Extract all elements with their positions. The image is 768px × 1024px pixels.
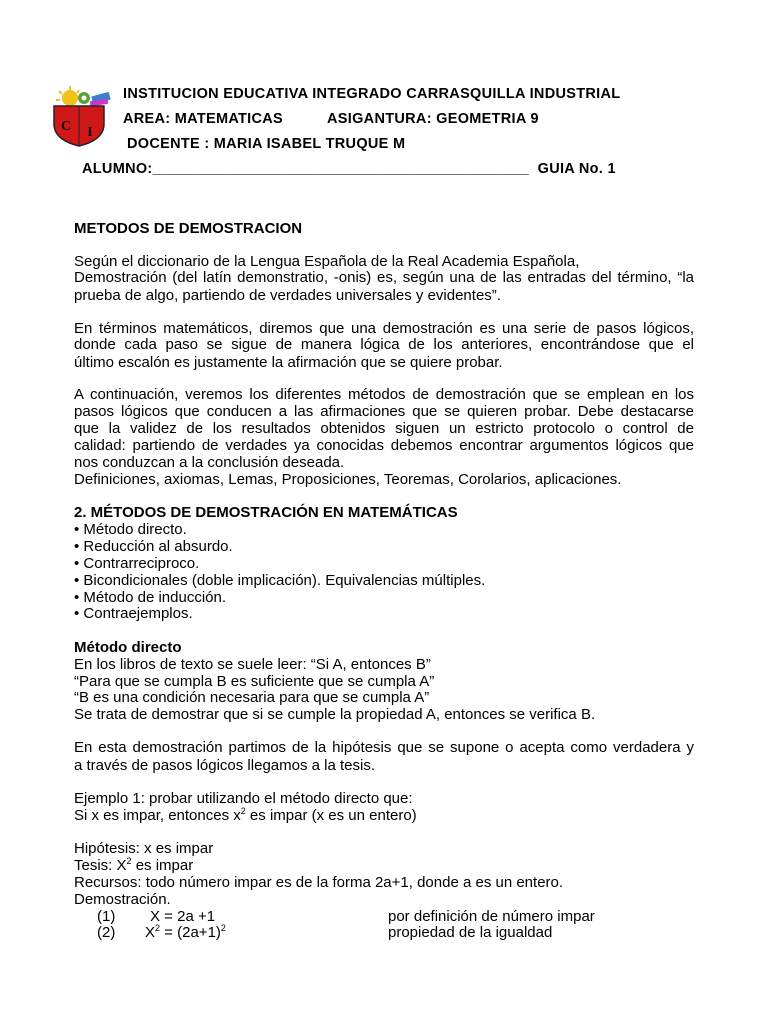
subject-label: ASIGANTURA: GEOMETRIA 9 [327, 111, 539, 127]
subsection-title-direct: Método directo [74, 639, 182, 656]
example-statement: Si x es impar, entonces $x^2$ es impar (x es un entero) [74, 806, 417, 824]
school-logo [50, 84, 114, 148]
paragraph-line: En los libros de texto se suele leer: “Si A, entonces B” [74, 656, 431, 673]
paragraph-line: Demostración (del latín demonstratio, -onis) es, según una de las entradas del término, “la [74, 269, 694, 286]
list-item: • Método directo. [74, 521, 187, 538]
area-label: AREA: MATEMATICAS [123, 111, 284, 127]
paragraph-line: pasos lógicos que conducen a las afirmaciones que se quieren probar. Debe destacarse [74, 403, 694, 420]
hypothesis: Hipótesis: x es impar [74, 840, 214, 857]
paragraph-line: prueba de algo, partiendo de verdades universales y evidentes”. [74, 287, 501, 304]
paragraph-line: último escalón es justamente la afirmación que se quiere probar. [74, 354, 503, 371]
institution-name: INSTITUCION EDUCATIVA INTEGRADO CARRASQUILLA INDUSTRIAL [123, 86, 621, 102]
section-title-methods: METODOS DE DEMOSTRACION [74, 220, 303, 237]
list-item: • Contraejemplos. [74, 605, 193, 622]
step-number: (2) [97, 924, 116, 941]
paragraph-line: “B es una condición necesaria para que se cumpla A” [74, 689, 430, 706]
paragraph-line: que la validez de los resultados obtenidos siguen un estricto protocolo o control de [74, 420, 694, 437]
student-field: ALUMNO:_____________________________________________ [82, 161, 529, 177]
paragraph-line: Según el diccionario de la Lengua Española de la Real Academia Española, [74, 253, 580, 270]
paragraph-line: Definiciones, axiomas, Lemas, Proposiciones, Teoremas, Corolarios, aplicaciones. [74, 471, 622, 488]
paragraph-line: donde cada paso se sigue de manera lógica de los anteriores, encontrándose que el [74, 336, 694, 353]
paragraph-line: En esta demostración partimos de la hipótesis que se supone o acepta como verdadera y [74, 739, 694, 756]
section-title-math-methods: 2. MÉTODOS DE DEMOSTRACIÓN EN MATEMÁTICAS [74, 504, 458, 521]
paragraph-line: nos conduzcan a la conclusión deseada. [74, 454, 345, 471]
paragraph-line: A continuación, veremos los diferentes métodos de demostración que se emplean en los [74, 386, 694, 403]
paragraph-line: Se trata de demostrar que si se cumple la propiedad A, entonces se verifica B. [74, 706, 596, 723]
step-expression: $X^2 = (2a+1)^2$ [145, 923, 226, 941]
paragraph-line: a través de pasos lógicos llegamos a la tesis. [74, 757, 375, 774]
logo-letter-i: I [87, 125, 93, 140]
gear-icon [78, 92, 90, 104]
area-line [123, 111, 539, 127]
step-reason: propiedad de la igualdad [388, 924, 553, 941]
guide-number: GUIA No. 1 [537, 161, 616, 177]
step-number: (1) [97, 908, 116, 925]
logo-letter-c: C [60, 119, 72, 134]
thesis: Tesis: $X^2$ es impar [74, 856, 194, 874]
paragraph-line: En términos matemáticos, diremos que una demostración es una serie de pasos lógicos, [74, 320, 694, 337]
example-intro: Ejemplo 1: probar utilizando el método directo que: [74, 790, 413, 807]
student-line [82, 161, 616, 177]
list-item: • Reducción al absurdo. [74, 538, 233, 555]
sun-icon [56, 86, 79, 106]
list-item: • Contrarreciproco. [74, 555, 200, 572]
demonstration-label: Demostración. [74, 891, 171, 908]
paragraph-line: calidad: partiendo de verdades ya conocidas debemos encontrar argumentos lógicos que [74, 437, 694, 454]
paragraph-line: “Para que se cumpla B es suficiente que se cumpla A” [74, 673, 435, 690]
teacher-label: DOCENTE : MARIA ISABEL TRUQUE M [127, 136, 406, 152]
resources: Recursos: todo número impar es de la forma 2a+1, donde a es un entero. [74, 874, 564, 891]
step-reason: por definición de número impar [388, 908, 595, 925]
list-item: • Bicondicionales (doble implicación). Equivalencias múltiples. [74, 572, 486, 589]
list-item: • Método de inducción. [74, 589, 227, 606]
books-icon [90, 92, 111, 106]
step-expression: X = 2a +1 [150, 908, 216, 925]
